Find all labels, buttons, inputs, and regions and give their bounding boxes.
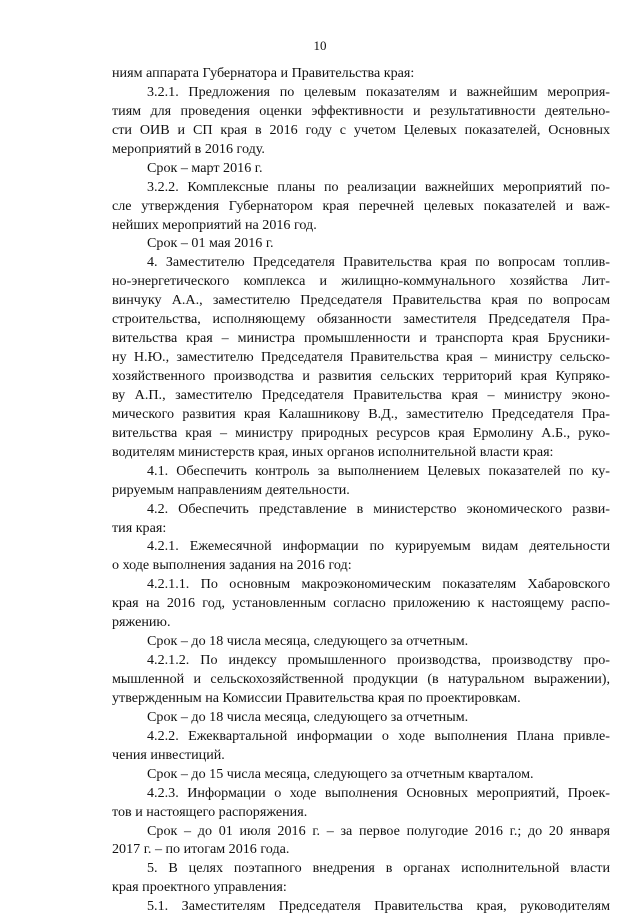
text-line: мероприятий в 2016 году.: [112, 140, 265, 157]
text-line: ву А.П., заместителю Председателя Правительства края – министру эконо-: [112, 386, 610, 403]
text-line: рируемым направлениям деятельности.: [112, 481, 350, 498]
text-line: Срок – до 01 июля 2016 г. – за первое полугодие 2016 г.; до 20 января: [147, 822, 610, 839]
text-line: ниям аппарата Губернатора и Правительства края:: [112, 65, 415, 81]
text-line: вительства края – министру природных ресурсов края Ермолину А.Б., руко-: [112, 424, 610, 441]
text-line: чения инвестиций.: [112, 746, 225, 763]
text-line: Срок – до 18 числа месяца, следующего за отчетным.: [147, 633, 469, 650]
text-line: но-энергетического комплекса и жилищно-коммунального хозяйства Лит-: [112, 273, 610, 290]
text-line: утвержденным на Комиссии Правительства края по проектировкам.: [112, 689, 521, 706]
text-line: Срок – до 18 числа месяца, следующего за отчетным.: [147, 708, 469, 725]
document-body: [112, 64, 610, 916]
text-line: Срок – март 2016 г.: [147, 159, 263, 176]
text-line: 4.2.1.1. По основным макроэкономическим показателям Хабаровского: [147, 576, 610, 593]
text-line: 5. В целях поэтапного внедрения в органах исполнительной власти: [147, 860, 610, 877]
text-line: тия края:: [112, 519, 167, 536]
text-line: Срок – до 15 числа месяца, следующего за отчетным кварталом.: [147, 765, 534, 782]
text-line: края на 2016 год, установленным согласно приложению к настоящему распо-: [112, 595, 610, 612]
text-line: винчуку А.А., заместителю Председателя Правительства края по вопросам: [112, 292, 610, 309]
text-line: 4. Заместителю Председателя Правительства края по вопросам топлив-: [147, 254, 610, 271]
text-line: мического развития края Калашникову В.Д., заместителю Председателя Пра-: [112, 405, 610, 422]
text-line: хозяйственного производства и развития сельских территорий края Купряко-: [112, 368, 610, 384]
text-line: 3.2.2. Комплексные планы по реализации важнейших мероприятий по-: [147, 178, 610, 195]
text-line: мышленной и сельскохозяйственной продукции (в натуральном выражении),: [112, 671, 610, 687]
text-line: вительства края – министра промышленности и транспорта края Брусники-: [112, 330, 610, 347]
text-line: 4.2.1. Ежемесячной информации по курируемым видам деятельности: [147, 538, 610, 555]
text-line: ряжению.: [112, 614, 171, 631]
text-line: 4.2.2. Ежеквартальной информации о ходе выполнения Плана привле-: [147, 727, 610, 744]
text-line: тов и настоящего распоряжения.: [112, 803, 308, 820]
text-line: сле утверждения Губернатором края перечней целевых показателей и важ-: [112, 197, 610, 214]
text-line: ну Н.Ю., заместителю Председателя Правительства края – министру сельско-: [112, 349, 610, 366]
text-line: Срок – 01 мая 2016 г.: [147, 235, 274, 252]
text-line: нейших мероприятий на 2016 год.: [112, 216, 317, 233]
text-line: 4.2.1.2. По индексу промышленного производства, производству про-: [147, 652, 610, 669]
text-line: водителям министерств края, иных органов исполнительной власти края:: [112, 443, 554, 460]
text-line: 3.2.1. Предложения по целевым показателям и важнейшим мероприя-: [147, 83, 610, 100]
text-line: 5.1. Заместителям Председателя Правительства края, руководителям: [147, 898, 610, 915]
page-number: 10: [313, 38, 327, 53]
text-line: 4.2.3. Информации о ходе выполнения Основных мероприятий, Проек-: [147, 784, 610, 801]
text-line: строительства, исполняющему обязанности заместителя Председателя Пра-: [112, 311, 610, 328]
text-line: 2017 г. – по итогам 2016 года.: [112, 841, 290, 858]
text-line: сти ОИВ и СП края в 2016 году с учетом Целевых показателей, Основных: [112, 121, 610, 138]
text-line: о ходе выполнения задания на 2016 год:: [112, 557, 352, 574]
text-line: тиям для проведения оценки эффективности и результативности деятельно-: [112, 102, 610, 119]
text-line: 4.1. Обеспечить контроль за выполнением Целевых показателей по ку-: [147, 462, 610, 479]
text-line: края проектного управления:: [112, 879, 287, 896]
text-line: 4.2. Обеспечить представление в министерство экономического разви-: [147, 500, 610, 517]
